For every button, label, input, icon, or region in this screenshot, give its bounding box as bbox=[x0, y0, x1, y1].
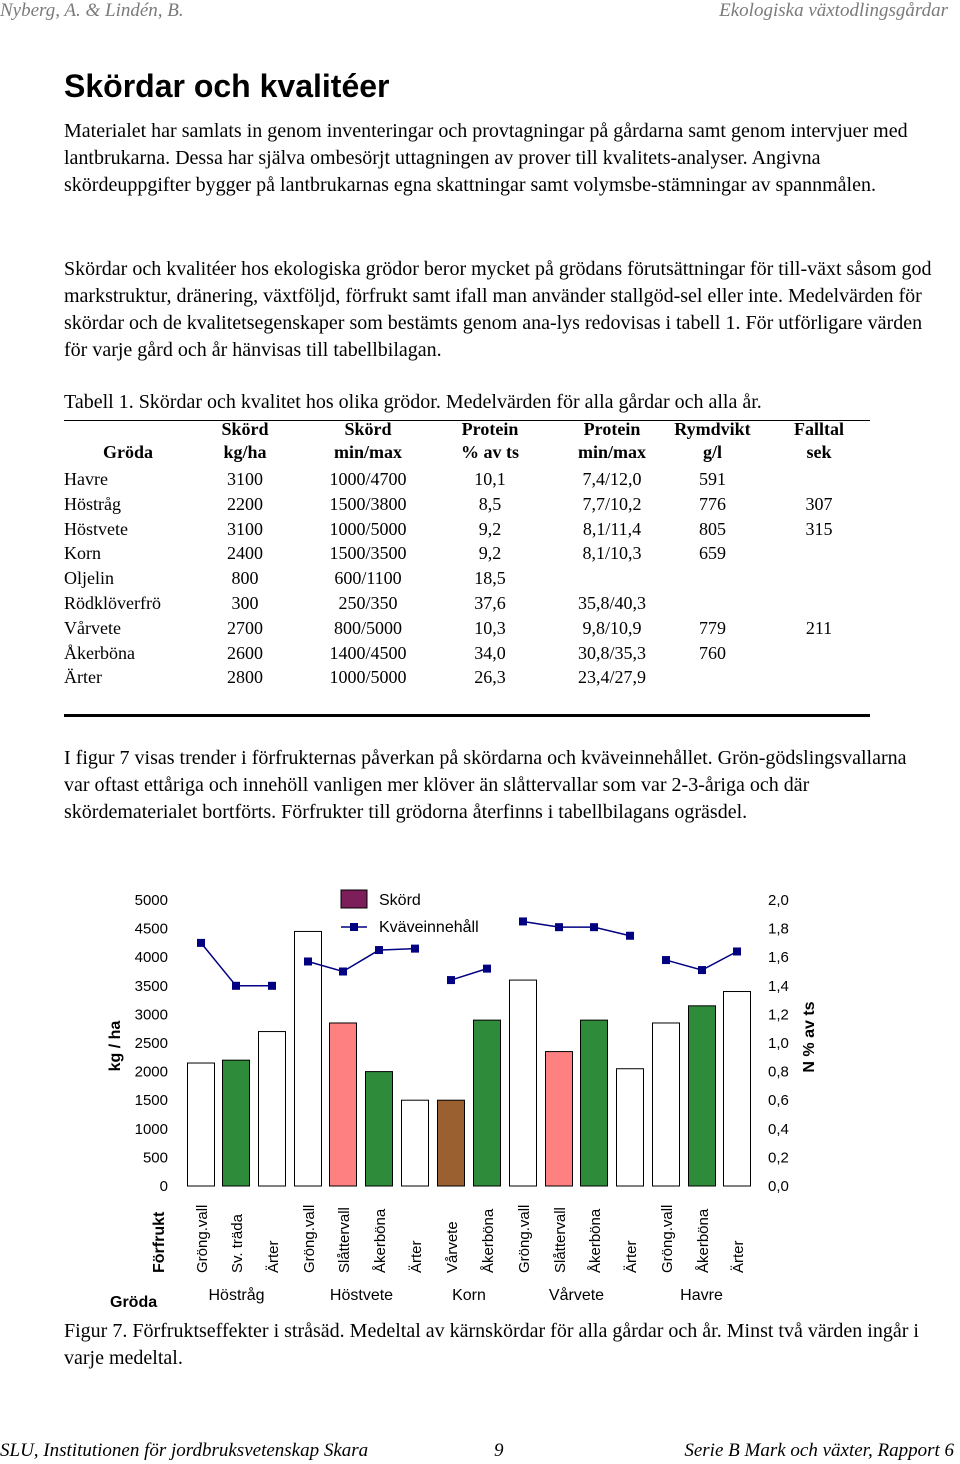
table-header-name: Protein bbox=[461, 419, 519, 439]
table-header-name: Protein bbox=[583, 419, 641, 439]
legend-bar-swatch bbox=[341, 890, 367, 908]
table-cell: 3100 bbox=[227, 469, 263, 489]
y-tick-label: 1500 bbox=[134, 1092, 168, 1110]
table-cell: 1000/5000 bbox=[329, 667, 407, 688]
table-cell: 1000/4700 bbox=[329, 469, 407, 489]
table-cell: 30,8/35,3 bbox=[577, 642, 646, 663]
table-header-unit: min/max bbox=[577, 442, 646, 462]
groda-label: Vårvete bbox=[548, 1287, 605, 1304]
y2-tick-label: 0,2 bbox=[768, 1149, 789, 1167]
nitrogen-marker bbox=[411, 945, 419, 953]
nitrogen-line bbox=[201, 943, 272, 986]
table-cell: 18,5 bbox=[474, 568, 506, 589]
table-header-unit: kg/ha bbox=[223, 442, 267, 462]
footer-institution: SLU, Institutionen för jordbruksvetenskap Skara bbox=[0, 1440, 369, 1461]
forfrukt-chart bbox=[0, 880, 960, 1320]
yield-bar bbox=[366, 1072, 393, 1186]
yield-bar bbox=[474, 1020, 501, 1186]
table-row-label: Korn bbox=[64, 543, 101, 564]
forfrukt-label: Åkerböna bbox=[587, 1208, 604, 1273]
y-tick-label: 3500 bbox=[134, 977, 168, 995]
footer-series: Serie B Mark och växter, Rapport 6 bbox=[684, 1440, 954, 1461]
table-cell: 776 bbox=[699, 493, 726, 514]
forfrukt-label: Gröng.vall bbox=[194, 1204, 211, 1273]
paragraph-yields: Skördar och kvalitéer hos ekologiska grödor beror mycket på grödans förutsättningar för till-växt såsom god markstruktur, dränering, växtföljd, förfrukt samt ifall man använder stallgöd-sel eller inte. Medelvärden för skördar och de kvalitetsegenskaper som bestämts genom ana-lys redovisas i tabell 1. För utförligare värden för varje gård och år hänvisas till tabellbilagan. bbox=[64, 258, 932, 361]
y-tick-label: 2500 bbox=[134, 1035, 168, 1052]
nitrogen-marker bbox=[232, 982, 240, 990]
nitrogen-marker bbox=[447, 976, 455, 984]
table-header-name: Falltal bbox=[794, 419, 844, 439]
table-cell: 8,1/10,3 bbox=[582, 543, 642, 564]
paragraph-figure-intro: I figur 7 visas trender i förfrukternas påverkan på skördarna och kväveinnehållet. Grön-gödslingsvallarna var oftast ettåriga och innehöll vanligen mer klöver än slåttervallar som var 2-3-åriga och där skördematerialet bortförts. Förfrukter till grödorna återfinns i tabellbilagans ogräsdel. bbox=[64, 747, 907, 823]
forfrukt-label: Ärter bbox=[730, 1240, 747, 1273]
table-cell: 23,4/27,9 bbox=[577, 667, 646, 688]
table-header-unit: sek bbox=[806, 442, 832, 462]
yield-bar bbox=[546, 1052, 573, 1186]
y-tick-label: 1000 bbox=[134, 1120, 168, 1138]
nitrogen-marker bbox=[519, 917, 527, 925]
table-cell: 779 bbox=[699, 617, 726, 638]
y2-tick-label: 0,4 bbox=[768, 1120, 789, 1138]
nitrogen-line bbox=[523, 921, 630, 935]
nitrogen-marker bbox=[590, 923, 598, 931]
y-axis-title: kg / ha bbox=[107, 1020, 124, 1072]
forfrukt-label: Åkerböna bbox=[372, 1208, 389, 1273]
y-tick-label: 4500 bbox=[134, 920, 168, 938]
forfrukt-label: Ärter bbox=[265, 1240, 282, 1273]
figure-caption: Figur 7. Förfruktseffekter i stråsäd. Medeltal av kärnskördar för alla gårdar och år. Minst två värden ingår i varje medeltal. bbox=[64, 1320, 919, 1369]
nitrogen-marker bbox=[626, 932, 634, 940]
forfrukt-label: Ärter bbox=[623, 1240, 640, 1273]
y2-axis-title: N % av ts bbox=[801, 1001, 818, 1073]
legend-line-label: Kväveinnehåll bbox=[379, 919, 479, 936]
nitrogen-marker bbox=[375, 946, 383, 954]
section-title: Skördar och kvalitéer bbox=[64, 68, 390, 104]
y-tick-label: 2000 bbox=[134, 1063, 168, 1081]
table-cell: 659 bbox=[699, 543, 726, 564]
table-cell: 2200 bbox=[227, 493, 263, 514]
table-cell: 250/350 bbox=[338, 593, 398, 613]
nitrogen-marker bbox=[304, 957, 312, 965]
y2-tick-label: 1,2 bbox=[768, 1006, 789, 1024]
y2-tick-label: 0,6 bbox=[768, 1092, 789, 1110]
table-cell: 10,1 bbox=[474, 469, 506, 489]
forfrukt-label: Gröng.vall bbox=[659, 1204, 676, 1273]
table-bottom-rule bbox=[64, 714, 870, 717]
yield-bar bbox=[188, 1063, 215, 1186]
table-header-name: Rymdvikt bbox=[674, 419, 751, 439]
table-cell: 591 bbox=[699, 469, 726, 489]
table-cell: 300 bbox=[231, 593, 259, 613]
y2-tick-label: 1,4 bbox=[768, 977, 789, 995]
footer-page-number: 9 bbox=[494, 1440, 504, 1461]
yield-bar bbox=[402, 1100, 429, 1186]
y2-tick-label: 1,0 bbox=[768, 1035, 789, 1052]
forfrukt-label: Gröng.vall bbox=[301, 1204, 318, 1273]
table-cell: 800/5000 bbox=[333, 617, 402, 638]
table-cell: 2400 bbox=[227, 543, 263, 564]
nitrogen-marker bbox=[555, 923, 563, 931]
table-header-name: Skörd bbox=[344, 419, 392, 439]
paragraph-materials: Materialet har samlats in genom inventeringar och provtagningar på gårdarna samt genom intervjuer med lantbrukarna. Dessa har själva ombesörjt uttagningen av prover till kvalitets-analyser. Angivna skördeuppgifter bygger på lantbrukarnas egna skattningar samt volymsbe-stämningar av spannmålen. bbox=[64, 120, 908, 196]
yield-bar bbox=[510, 980, 537, 1186]
table-row-label: Vårvete bbox=[64, 617, 121, 638]
yield-bar bbox=[724, 992, 751, 1186]
nitrogen-marker bbox=[483, 965, 491, 973]
y-tick-label: 500 bbox=[142, 1149, 168, 1167]
table-cell: 1500/3500 bbox=[329, 543, 407, 564]
table-row-label: Oljelin bbox=[64, 568, 114, 589]
legend-bar-label: Skörd bbox=[379, 892, 421, 909]
table-caption: Tabell 1. Skördar och kvalitet hos olika grödor. Medelvärden för alla gårdar och alla år. bbox=[64, 391, 762, 413]
table-cell: 35,8/40,3 bbox=[577, 593, 646, 613]
table-header-unit: g/l bbox=[702, 442, 722, 462]
forfrukt-label: Slåttervall bbox=[552, 1207, 569, 1273]
groda-label: Havre bbox=[680, 1287, 723, 1304]
table-cell: 315 bbox=[805, 518, 833, 539]
nitrogen-marker bbox=[268, 982, 276, 990]
yield-bar bbox=[689, 1006, 716, 1186]
legend-line-marker bbox=[350, 923, 358, 931]
y-tick-label: 5000 bbox=[134, 892, 168, 909]
groda-label: Höstvete bbox=[329, 1287, 394, 1304]
groda-row-title: Gröda bbox=[110, 1294, 158, 1311]
forfrukt-row-title: Förfrukt bbox=[151, 1211, 168, 1273]
forfrukt-label: Slåttervall bbox=[336, 1207, 353, 1273]
table-cell: 9,2 bbox=[478, 543, 502, 564]
table-cell: 8,5 bbox=[478, 493, 502, 514]
table-header-unit: Gröda bbox=[102, 442, 153, 462]
nitrogen-marker bbox=[197, 939, 205, 947]
table-cell: 8,1/11,4 bbox=[582, 518, 642, 539]
forfrukt-label: Gröng.vall bbox=[516, 1204, 533, 1273]
y2-tick-label: 1,6 bbox=[768, 949, 789, 967]
table-cell: 37,6 bbox=[474, 593, 506, 613]
table-cell: 211 bbox=[805, 617, 833, 638]
nitrogen-marker bbox=[733, 947, 741, 955]
header-authors: Nyberg, A. & Lindén, B. bbox=[0, 0, 184, 21]
forfrukt-label: Åkerböna bbox=[480, 1208, 497, 1273]
table-row-label: Höstråg bbox=[64, 493, 121, 514]
yield-bar bbox=[438, 1100, 465, 1186]
table-cell: 1000/5000 bbox=[329, 518, 407, 539]
table-cell: 9,8/10,9 bbox=[582, 617, 642, 638]
y-tick-label: 4000 bbox=[134, 949, 168, 967]
yield-bar bbox=[330, 1023, 357, 1186]
nitrogen-marker bbox=[698, 966, 706, 974]
table-cell: 600/1100 bbox=[334, 568, 402, 589]
forfrukt-label: Sv. träda bbox=[229, 1214, 246, 1273]
table-cell: 7,7/10,2 bbox=[582, 493, 642, 514]
y-tick-label: 0 bbox=[159, 1178, 168, 1195]
table-cell: 1500/3800 bbox=[329, 493, 407, 514]
nitrogen-line bbox=[308, 949, 415, 972]
table-cell: 26,3 bbox=[474, 667, 506, 688]
y2-tick-label: 1,8 bbox=[768, 920, 789, 938]
table-cell: 805 bbox=[699, 518, 726, 539]
groda-label: Höstråg bbox=[208, 1287, 265, 1304]
y-tick-label: 3000 bbox=[134, 1006, 168, 1024]
table-cell: 760 bbox=[699, 642, 726, 663]
table-cell: 34,0 bbox=[474, 642, 506, 663]
table-cell: 1400/4500 bbox=[329, 642, 407, 663]
table-row-label: Höstvete bbox=[64, 518, 128, 539]
forfrukt-label: Ärter bbox=[408, 1240, 425, 1273]
table-cell: 307 bbox=[805, 493, 833, 514]
forfrukt-label: Vårvete bbox=[444, 1221, 461, 1273]
yield-bar bbox=[581, 1020, 608, 1186]
table-header-unit: min/max bbox=[333, 442, 402, 462]
yield-bar bbox=[617, 1069, 644, 1186]
y2-tick-label: 0,8 bbox=[768, 1063, 789, 1081]
nitrogen-line bbox=[451, 969, 487, 980]
table-cell: 2600 bbox=[227, 642, 263, 663]
table-cell: 7,4/12,0 bbox=[582, 469, 642, 489]
groda-label: Korn bbox=[452, 1287, 486, 1304]
table-cell: 10,3 bbox=[474, 617, 506, 638]
table-row-label: Havre bbox=[64, 469, 108, 489]
table-cell: 3100 bbox=[227, 518, 263, 539]
table-header-name: Skörd bbox=[221, 419, 269, 439]
table-row-label: Åkerböna bbox=[64, 642, 135, 663]
yield-bar bbox=[223, 1060, 250, 1186]
table-cell: 2700 bbox=[227, 617, 263, 638]
yield-bar bbox=[259, 1032, 286, 1186]
forfrukt-label: Åkerböna bbox=[695, 1208, 712, 1273]
table-row-label: Rödklöverfrö bbox=[64, 593, 161, 613]
yield-bar bbox=[653, 1023, 680, 1186]
y2-tick-label: 2,0 bbox=[768, 892, 789, 909]
table-cell: 800 bbox=[231, 568, 259, 589]
nitrogen-marker bbox=[662, 956, 670, 964]
y2-tick-label: 0,0 bbox=[768, 1178, 789, 1195]
yield-bar bbox=[295, 931, 322, 1186]
nitrogen-marker bbox=[339, 968, 347, 976]
table-row-label: Ärter bbox=[64, 667, 102, 688]
table-header-unit: % av ts bbox=[461, 442, 519, 462]
header-report-title: Ekologiska växtodlingsgårdar bbox=[719, 0, 948, 21]
table-cell: 9,2 bbox=[478, 518, 502, 539]
table-cell: 2800 bbox=[227, 667, 263, 688]
